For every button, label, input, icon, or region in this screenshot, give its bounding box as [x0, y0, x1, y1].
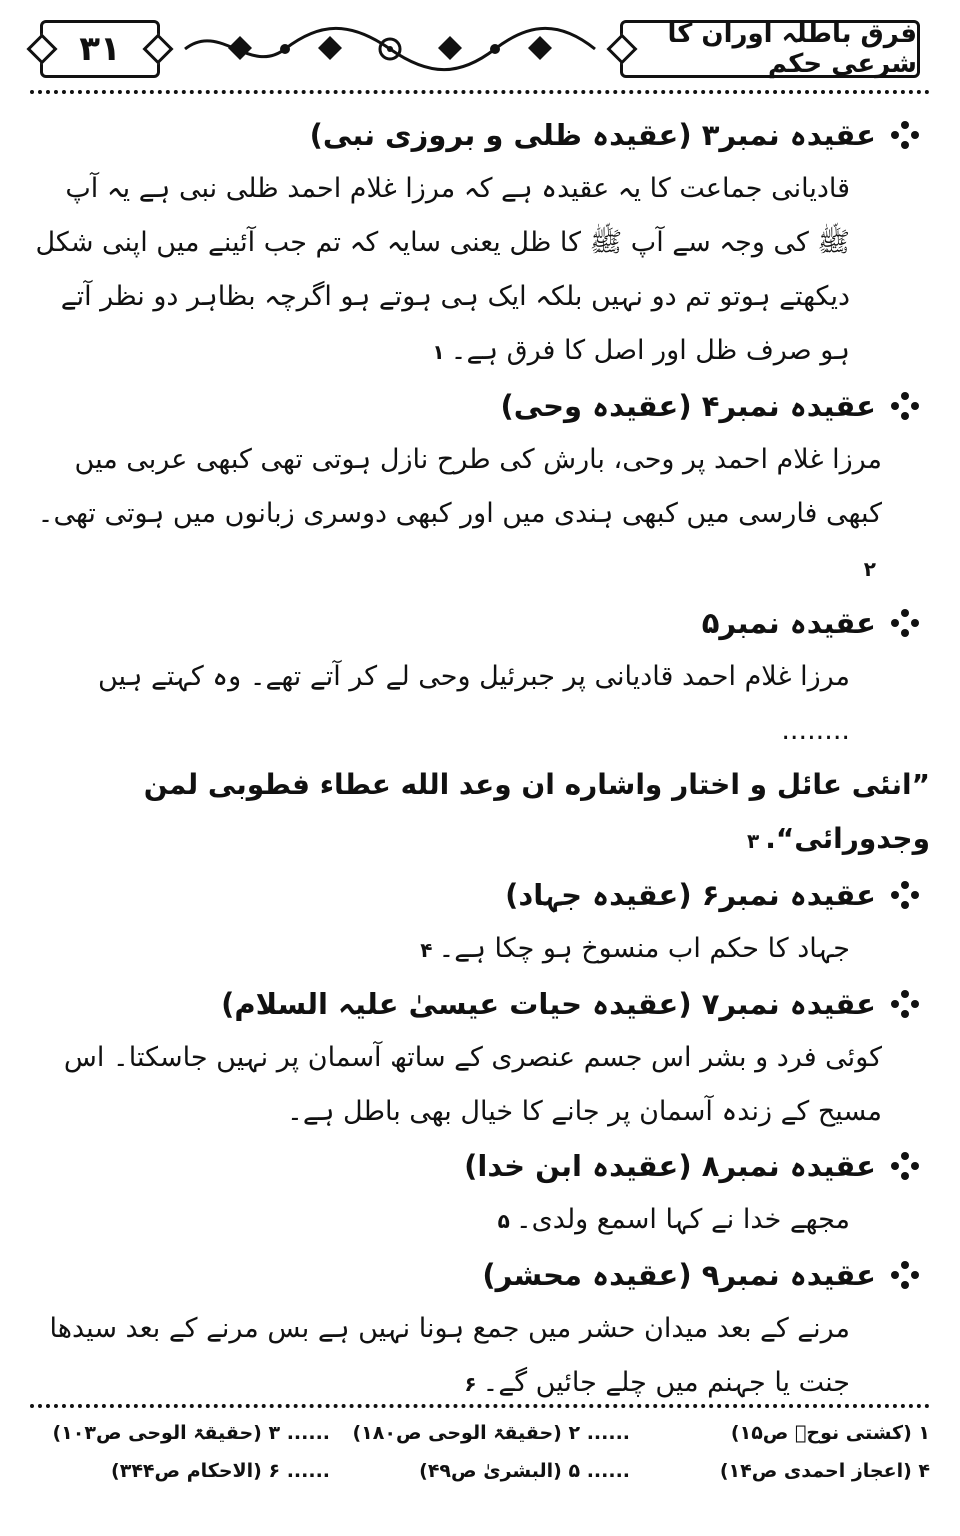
section-paragraph: مرنے کے بعد میدان حشر میں جمع ہونا نہیں ہے بس مرنے کے بعد سیدھا جنت یا جہنم میں چلے جائیں گے۔۶ — [49, 1313, 850, 1398]
footnote-ref: ۳ — [747, 829, 760, 853]
heading-text: عقیدہ نمبر۳ (عقیدہ ظلی و بروزی نبی) — [309, 118, 876, 152]
section-heading — [30, 977, 920, 1031]
footnote-ref: ۶ — [464, 1372, 477, 1396]
footnote-row — [30, 1452, 930, 1490]
heading-text: عقیدہ نمبر۶ (عقیدہ جہاد) — [505, 878, 876, 912]
footnote: ...... ۶ (الاحکام ص۳۴۴) — [111, 1460, 330, 1482]
footnote-ref: ۱ — [432, 340, 445, 364]
diamond-bullet-icon — [890, 120, 920, 150]
footnote: ...... ۲ (حقیقۃ الوحی ص۱۸۰) — [352, 1422, 630, 1444]
heading-text: عقیدہ نمبر۹ (عقیدہ محشر) — [482, 1258, 876, 1292]
section-heading — [30, 596, 920, 650]
page-body — [30, 108, 930, 1411]
section-heading — [30, 1139, 920, 1193]
page-header — [30, 8, 930, 88]
footnote: ۱ (کشتی نوحؑ ص۱۵) — [730, 1422, 930, 1444]
section-heading — [30, 1248, 920, 1302]
heading-text: عقیدہ نمبر۵ — [701, 606, 876, 640]
arabic-quote: ”انئی عائل و اختار واشاره ان وعد الله عطاء فطوبی لمن وجدورائی“.۳ — [143, 768, 930, 855]
footnote-ref: ۴ — [420, 938, 433, 962]
page-number: ۳۱ — [40, 20, 160, 78]
diamond-bullet-icon — [890, 391, 920, 421]
section-paragraph: مرزا غلام احمد قادیانی پر جبرئیل وحی لے کر آتے تھے۔ وہ کہتے ہیں ........ — [97, 661, 850, 746]
footnote: ...... ۳ (حقیقۃ الوحی ص۱۰۳) — [52, 1422, 330, 1444]
section-heading — [30, 108, 920, 162]
diamond-bullet-icon — [890, 880, 920, 910]
floral-ornament-icon — [180, 16, 600, 82]
header-divider — [30, 90, 930, 94]
heading-text: عقیدہ نمبر۷ (عقیدہ حیات عیسیٰ علیہ السلام) — [221, 987, 876, 1021]
heading-text: عقیدہ نمبر۴ (عقیدہ وحی) — [500, 389, 876, 423]
running-title: فرق باطلہ اوران کا شرعی حکم — [620, 20, 920, 78]
footnote-divider — [30, 1404, 930, 1408]
diamond-bullet-icon — [890, 1260, 920, 1290]
footnotes — [30, 1414, 930, 1490]
footnote-ref: ۲ — [863, 557, 876, 581]
footnote-ref: ۵ — [497, 1209, 510, 1233]
footnote: ۴ (اعجاز احمدی ص۱۴) — [719, 1460, 930, 1482]
section-paragraph: قادیانی جماعت کا یہ عقیدہ ہے کہ مرزا غلام احمد ظلی نبی ہے یہ آپ ﷺ کی وجہ سے آپ ﷺ کا ظل یعنی سایہ کہ تم جب آئینے میں اپنی شکل دیکھتے ہوتو تم دو نہیں بلکہ ایک ہی ہوتے ہو اگرچہ بظاہر دو نظر آتے ہو صرف ظل اور اصل کا فرق ہے۔۱ — [35, 173, 850, 366]
section-paragraph: مرزا غلام احمد پر وحی، بارش کی طرح نازل ہوتی تھی کبھی عربی میں کبھی فارسی میں کبھی ہندی میں اور کبھی دوسری زبانوں میں ہوتی تھی۔۲ — [37, 444, 882, 581]
footnote-row — [30, 1414, 930, 1452]
heading-text: عقیدہ نمبر۸ (عقیدہ ابن خدا) — [464, 1149, 876, 1183]
section-heading — [30, 868, 920, 922]
diamond-bullet-icon — [890, 1151, 920, 1181]
diamond-bullet-icon — [890, 989, 920, 1019]
section-heading — [30, 379, 920, 433]
section-paragraph: کوئی فرد و بشر اس جسم عنصری کے ساتھ آسمان پر نہیں جاسکتا۔ اس مسیح کے زندہ آسمان پر جانے کا خیال بھی باطل ہے۔ — [63, 1042, 882, 1127]
section-paragraph: مجھے خدا نے کہا اسمع ولدی۔۵ — [497, 1204, 850, 1235]
diamond-bullet-icon — [890, 608, 920, 638]
footnote: ...... ۵ (البشریٰ ص۴۹) — [419, 1460, 630, 1482]
section-paragraph: جہاد کا حکم اب منسوخ ہو چکا ہے۔۴ — [420, 933, 850, 964]
